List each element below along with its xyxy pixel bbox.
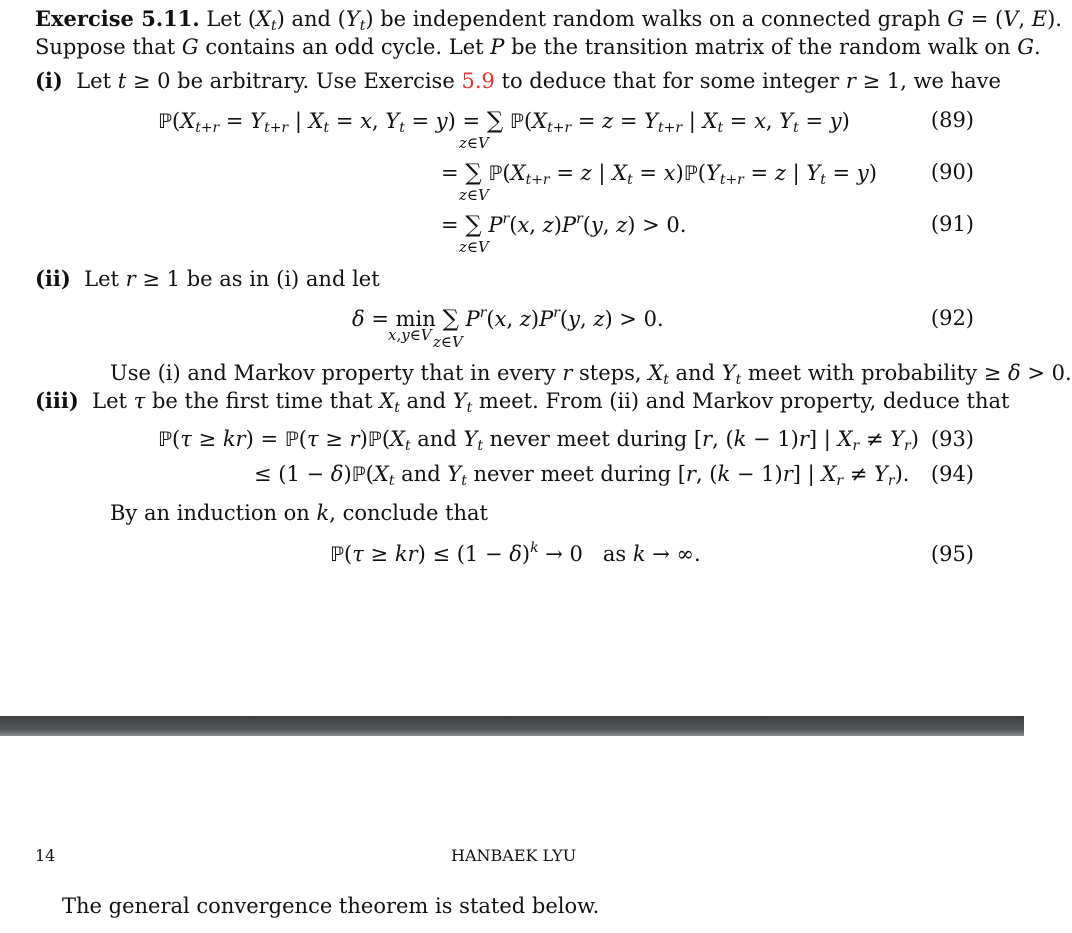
sum-index: z∈V <box>433 333 463 351</box>
equation-number: (90) <box>930 160 974 184</box>
induction-line: By an induction on k, conclude that <box>110 501 489 525</box>
exercise-heading: Exercise 5.11. <box>35 6 200 31</box>
equation-92: δ = min ∑ $P^r(x$, $z)P^r(y$, z) > 0. <box>352 305 664 332</box>
exercise-reference-link[interactable]: 5.9 <box>461 69 495 93</box>
equation-number: (92) <box>930 306 974 330</box>
exercise-intro-line1: Exercise 5.11. Let $(X_t)$ and $(Y_t)$ be independent random walks on a connected graph G = (V, E). <box>35 6 1062 34</box>
equation-93: ℙ(τ ≥ kr) = ℙ(τ ≥ $r)ℙ(X_t$ and $Y_t$ never meet during [r, (k − 1)r] | $X_r \ne Y_r$) <box>158 427 919 454</box>
part-ii-conclusion: Use (i) and Markov property that in every r steps, $X_t$ and $Y_t$ meet with probability ≥ δ > 0. <box>110 361 1072 388</box>
min-index: x,y∈V <box>388 326 432 344</box>
equation-number: (93) <box>930 427 974 451</box>
page-number: 14 <box>35 846 56 865</box>
part-iii-line: (iii) Let τ be the first time that $X_t$ and $Y_t$ meet. From (ii) and Markov property, deduce that <box>35 388 1010 416</box>
equation-90: = ∑ $ℙ(X_{t+r} = z$ | $X_t$ = $x)ℙ(Y_{t+r} = z$ | $Y_t = y$) <box>441 160 877 188</box>
part-iii-label: (iii) <box>35 388 79 413</box>
equation-89: $ℙ(X_{t+r} = Y_{t+r}$ | $X_t = x$, $Y_t = y$) = ∑ $ℙ(X_{t+r} = z = Y_{t+r}$ | $X_t = x$, $Y_t = y$) <box>158 108 850 136</box>
sum-index: z∈V <box>459 134 489 152</box>
page-separator <box>0 716 1024 736</box>
part-i-line: (i) Let t ≥ 0 be arbitrary. Use Exercise 5.9 to deduce that for some integer r ≥ 1, we have <box>35 68 1001 93</box>
equation-number: (89) <box>930 108 974 132</box>
part-ii-line: (ii) Let r ≥ 1 be as in (i) and let <box>35 266 380 291</box>
equation-number: (91) <box>930 212 974 236</box>
exercise-intro-line2: Suppose that G contains an odd cycle. Let P be the transition matrix of the random walk on G. <box>35 35 1041 59</box>
part-i-label: (i) <box>35 68 63 93</box>
equation-95: ℙ(τ ≥ $kr) \le (1 - \delta)^k \to 0$ as k → ∞. <box>330 540 701 566</box>
equation-94: ≤ $(1 - \delta)ℙ(X_t$ and $Y_t$ never meet during [r, (k − 1)r] | $X_r \ne Y_r$). <box>254 462 910 489</box>
sum-index: z∈V <box>459 238 489 256</box>
equation-number: (94) <box>930 462 974 486</box>
running-header-author: HANBAEK LYU <box>451 846 577 865</box>
next-page-text: The general convergence theorem is stated below. <box>62 894 600 918</box>
sum-index: z∈V <box>459 186 489 204</box>
equation-91: = ∑ $P^r(x$, $z)P^r(y$, z) > 0. <box>441 211 687 238</box>
equation-number: (95) <box>930 542 974 566</box>
part-ii-label: (ii) <box>35 266 71 291</box>
